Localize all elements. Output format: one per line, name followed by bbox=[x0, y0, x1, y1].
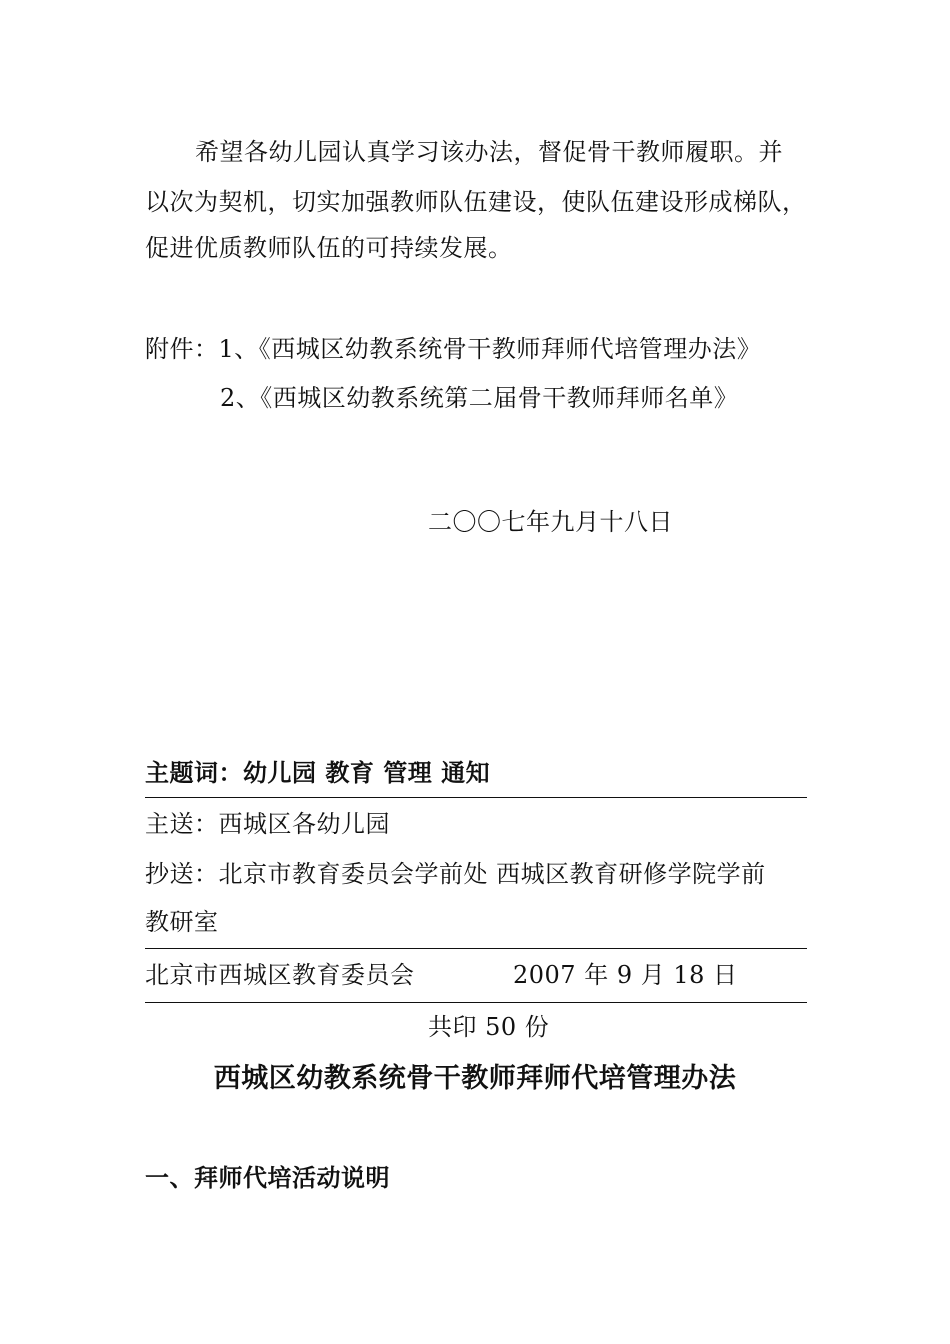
document-title: 西城区幼教系统骨干教师拜师代培管理办法 bbox=[213, 1063, 737, 1094]
paragraph-line-1: 希望各幼儿园认真学习该办法，督促骨干教师履职。并 bbox=[195, 138, 783, 166]
attachment-line-2: 2、《西城区幼教系统第二届骨干教师拜师名单》 bbox=[220, 384, 739, 412]
attachment-line-1: 附件：1、《西城区幼教系统骨干教师拜师代培管理办法》 bbox=[145, 335, 762, 363]
cc-line-1: 抄送：北京市教育委员会学前处 西城区教育研修学院学前 bbox=[145, 860, 766, 888]
issuer-name: 北京市西城区教育委员会 bbox=[145, 961, 415, 989]
print-copies: 共印 50 份 bbox=[428, 1013, 550, 1041]
keywords-line: 主题词：幼儿园 教育 管理 通知 bbox=[145, 758, 491, 787]
send-to-line: 主送：西城区各幼儿园 bbox=[145, 810, 390, 838]
footer-rule-bottom bbox=[145, 1002, 807, 1003]
paragraph-line-2: 以次为契机，切实加强教师队伍建设，使队伍建设形成梯队， bbox=[145, 188, 807, 216]
footer-rule-middle bbox=[145, 948, 807, 949]
paragraph-line-3: 促进优质教师队伍的可持续发展。 bbox=[145, 234, 513, 262]
footer-rule-top bbox=[145, 797, 807, 798]
cc-line-2: 教研室 bbox=[145, 908, 219, 936]
date-chinese: 二〇〇七年九月十八日 bbox=[428, 508, 673, 536]
section-heading: 一、拜师代培活动说明 bbox=[145, 1163, 390, 1192]
issue-date: 2007 年 9 月 18 日 bbox=[513, 961, 738, 989]
